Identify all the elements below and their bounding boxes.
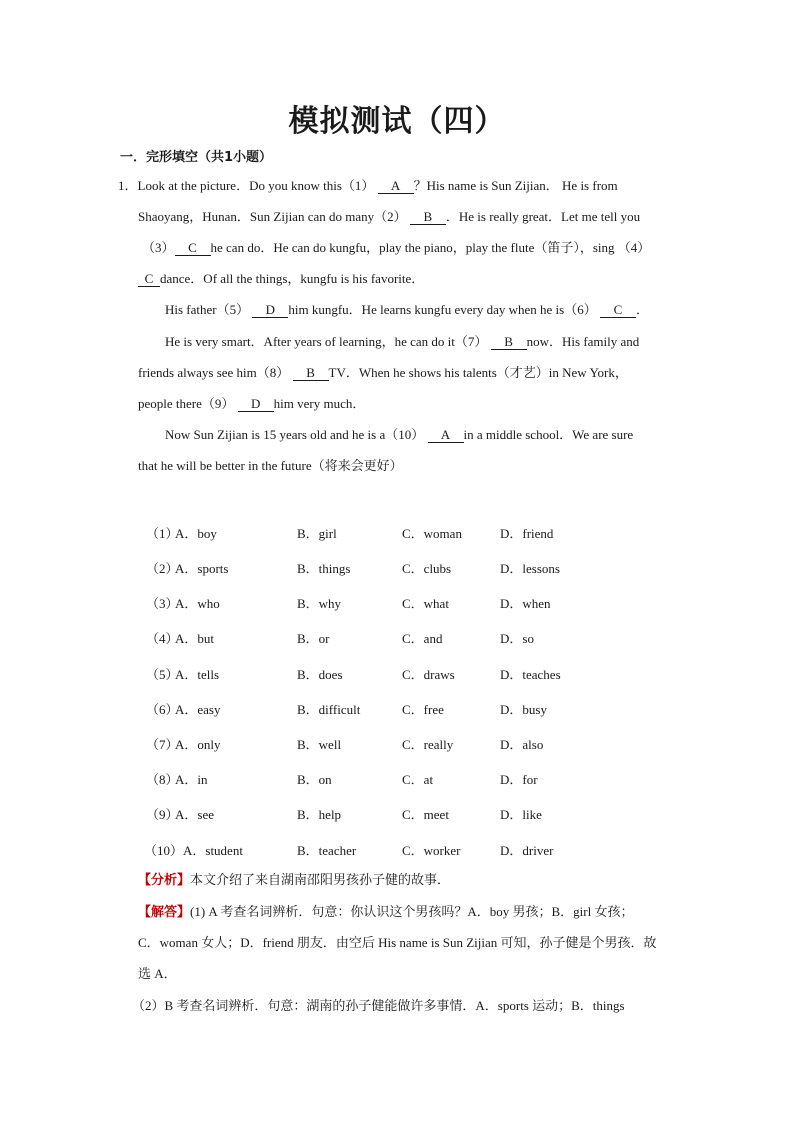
passage-line-5 xyxy=(165,301,649,319)
option-c: C．at xyxy=(402,772,434,787)
passage-text: TV．When he shows his talents（才艺）in New York， xyxy=(328,365,628,380)
passage-line-7 xyxy=(138,364,628,382)
passage-line-9 xyxy=(165,426,633,444)
option-d: D．busy xyxy=(500,702,547,717)
answer-blank-1: A xyxy=(378,178,414,194)
answer-blank-2: B xyxy=(410,209,446,225)
passage-text: now．His family and xyxy=(526,334,640,349)
solution-text: (1) A 考查名词辨析．句意：你认识这个男孩吗？A．boy 男孩；B．girl 女孩； xyxy=(190,904,634,919)
answer-blank-9: D xyxy=(238,396,274,412)
page-title: 模拟测试（四） xyxy=(288,104,506,139)
option-a: A．in xyxy=(175,772,208,787)
option-a: A．boy xyxy=(175,526,217,541)
option-a: A．sports xyxy=(175,561,229,576)
section-heading: 一．完形填空（共1小题） xyxy=(120,150,273,165)
passage-text: in a middle school．We are sure xyxy=(463,427,634,442)
option-a: A．easy xyxy=(175,702,221,717)
passage-text: dance．Of all the things，kungfu is his favorite． xyxy=(160,271,425,286)
option-d: D．so xyxy=(500,631,534,646)
option-number: （10） xyxy=(144,843,184,858)
option-b: B．or xyxy=(297,631,330,646)
passage-line-3 xyxy=(142,239,650,257)
option-a: A．see xyxy=(175,807,214,822)
option-c: C．woman xyxy=(402,526,462,541)
option-b: B．does xyxy=(297,667,343,682)
passage-line-1 xyxy=(118,177,618,195)
passage-text: Now Sun Zijian is 15 years old and he is a（10） xyxy=(165,427,425,442)
solution-line-3: 选 A． xyxy=(138,966,177,981)
answer-blank-7: B xyxy=(491,334,527,350)
option-d: D．teaches xyxy=(500,667,561,682)
option-b: B．things xyxy=(297,561,351,576)
passage-line-8 xyxy=(138,395,365,413)
option-d: D．driver xyxy=(500,843,554,858)
analysis-text: 本文介绍了来自湖南邵阳男孩孙子健的故事． xyxy=(190,872,451,887)
solution-line-1 xyxy=(138,903,633,922)
passage-text: that he will be better in the future（将来会更好） xyxy=(138,458,403,473)
passage-text: He is very smart．After years of learning，he can do it（7） xyxy=(165,334,488,349)
option-b: B．on xyxy=(297,772,332,787)
option-b: B．well xyxy=(297,737,342,752)
option-number: （7） xyxy=(146,737,179,752)
option-c: C．free xyxy=(402,702,444,717)
option-a: A．student xyxy=(183,843,243,858)
option-a: A．but xyxy=(175,631,215,646)
passage-text: ．He is really great．Let me tell you xyxy=(445,209,641,224)
option-number: （6） xyxy=(146,702,179,717)
option-c: C．really xyxy=(402,737,454,752)
option-number: （4） xyxy=(146,631,179,646)
passage-text: （3） xyxy=(142,240,175,255)
option-d: D．also xyxy=(500,737,544,752)
passage-text: ． xyxy=(635,302,649,317)
answer-blank-6: C xyxy=(600,302,636,318)
option-d: D．friend xyxy=(500,526,554,541)
answer-blank-4: C xyxy=(138,271,160,287)
passage-line-4 xyxy=(138,270,424,288)
option-b: B．difficult xyxy=(297,702,361,717)
option-a: A．who xyxy=(175,596,220,611)
passage-text: him very much． xyxy=(273,396,366,411)
passage-text: he can do．He can do kungfu，play the piano，play the flute（笛子），sing （4） xyxy=(210,240,651,255)
option-c: C．worker xyxy=(402,843,461,858)
option-d: D．for xyxy=(500,772,538,787)
option-d: D．lessons xyxy=(500,561,560,576)
option-b: B．why xyxy=(297,596,342,611)
option-number: （3） xyxy=(146,596,179,611)
option-b: B．help xyxy=(297,807,342,822)
option-number: （2） xyxy=(146,561,179,576)
option-number: （9） xyxy=(146,807,179,822)
option-c: C．draws xyxy=(402,667,455,682)
option-b: B．teacher xyxy=(297,843,357,858)
passage-text: people there（9） xyxy=(138,396,235,411)
option-a: A．only xyxy=(175,737,221,752)
option-d: D．when xyxy=(500,596,551,611)
solution-tag: 【解答】 xyxy=(138,905,191,920)
option-d: D．like xyxy=(500,807,542,822)
solution-line-4: （2）B 考查名词辨析．句意：湖南的孙子健能做许多事情．A．sports 运动；B．things xyxy=(132,998,625,1013)
question-number: 1． xyxy=(118,178,138,193)
analysis-tag: 【分析】 xyxy=(138,873,191,888)
analysis-line xyxy=(138,871,450,890)
passage-text: him kungfu．He learns kungfu every day when he is（6） xyxy=(288,302,597,317)
option-number: （1） xyxy=(146,526,179,541)
option-b: B．girl xyxy=(297,526,337,541)
option-a: A．tells xyxy=(175,667,220,682)
passage-text: His father（5） xyxy=(165,302,250,317)
answer-blank-3: C xyxy=(175,240,211,256)
passage-text: ？His name is Sun Zijian． He is from xyxy=(413,178,618,193)
passage-text: Look at the picture．Do you know this（1） xyxy=(137,178,375,193)
option-number: （8） xyxy=(146,772,179,787)
answer-blank-5: D xyxy=(252,302,288,318)
answer-blank-10: A xyxy=(428,427,464,443)
answer-blank-8: B xyxy=(293,365,329,381)
option-c: C．clubs xyxy=(402,561,452,576)
passage-line-2 xyxy=(138,208,640,226)
option-c: C．meet xyxy=(402,807,449,822)
passage-line-6 xyxy=(165,333,639,351)
passage-line-10 xyxy=(138,457,403,475)
option-number: （5） xyxy=(146,667,179,682)
option-c: C．what xyxy=(402,596,449,611)
passage-text: Shaoyang，Hunan．Sun Zijian can do many（2） xyxy=(138,209,407,224)
solution-line-2: C．woman 女人；D．friend 朋友．由空后 His name is Sun Zijian 可知，孙子健是个男孩．故 xyxy=(138,935,657,950)
passage-text: friends always see him（8） xyxy=(138,365,290,380)
option-c: C．and xyxy=(402,631,443,646)
